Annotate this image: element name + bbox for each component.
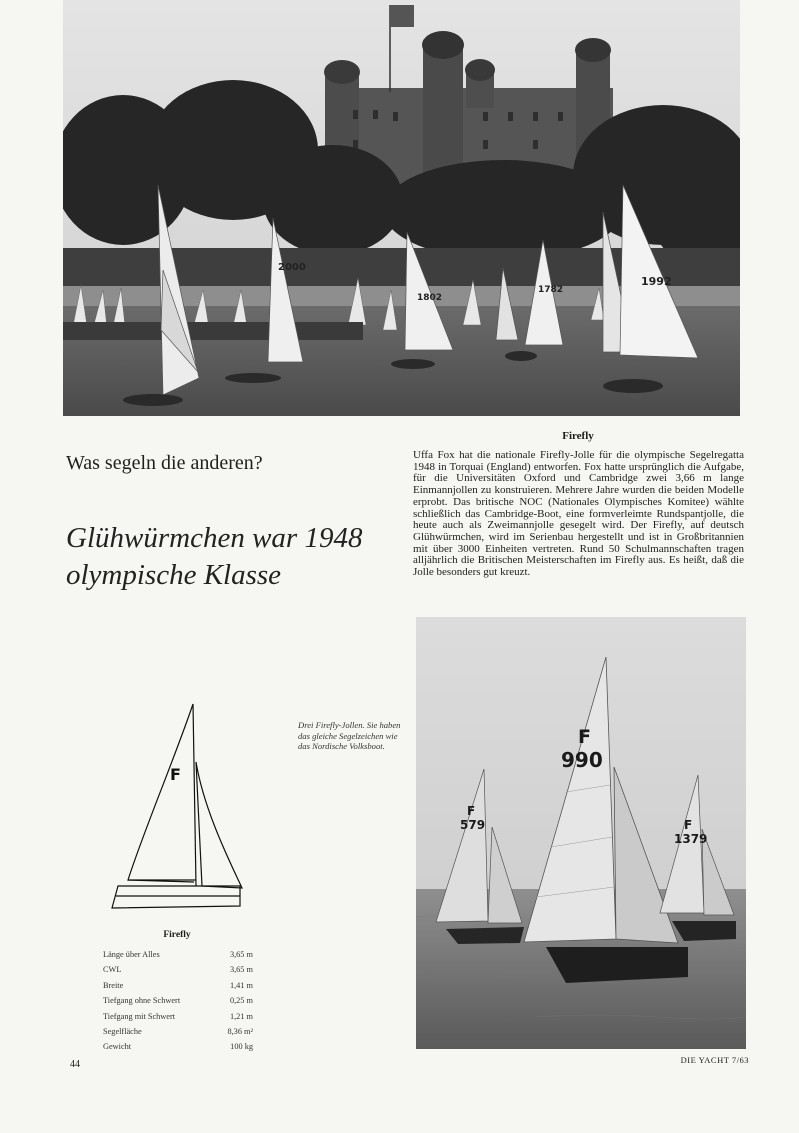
sail-letter-1379: F	[684, 818, 693, 832]
three-fireflies-photo	[416, 617, 746, 1049]
regatta-photo-graphic	[63, 0, 740, 416]
spec-value: 100 kg	[230, 1042, 253, 1052]
sail-plan-drawing	[104, 700, 250, 914]
spec-value: 1,21 m	[229, 1011, 253, 1021]
page-number: 44	[70, 1059, 80, 1070]
spec-value: 3,65 m	[229, 965, 253, 975]
article-body: Uffa Fox hat die nationale Firefly-Jolle für die olympische Segelregatta 1948 in Torquai (England) entworfen. Fox hatte ursprünglich die Aufgabe, für die Universitäten Oxford und Cambridge zwei 3,66 m lange Einmannjollen zu konstruieren. Mehrere Jahre wurden die beiden Modelle erprobt. Das britische NOC (Nationales Olympisches Komitee) wählte schließlich das Cambridge-Boot, eine formverleimte Rundspantjolle, die heute auch als Zweimannjolle gesegelt wird. Der Firefly, auf deutsch Glühwürmchen, wird im Serienbau hergestellt und ist in Großbritannien mit über 3000 Einheiten vertreten. Rund 50 Schulmannschaften tragen alljährlich die Britischen Meisterschaften im Firefly aus. Es heißt, daß die Jolle besonders gut kreuzt.	[413, 449, 744, 579]
spec-label: Gewicht	[103, 1042, 132, 1052]
sail-number-1379: 1379	[674, 832, 708, 846]
spec-label: Breite	[103, 980, 124, 990]
section-heading: Firefly	[562, 430, 594, 442]
sail-number-1782: 1782	[538, 285, 564, 295]
spec-row	[103, 1027, 253, 1042]
sail-letter-579: F	[467, 804, 476, 818]
spec-value: 8,36 m²	[227, 1026, 253, 1036]
article-headline: Glühwürmchen war 1948 olympische Klasse	[66, 522, 363, 591]
sail-letter-990: F	[578, 726, 591, 748]
spec-row	[103, 1042, 253, 1057]
sail-number-990: 990	[561, 748, 603, 772]
sail-number-579: 579	[460, 818, 486, 832]
magazine-folio: DIE YACHT 7/63	[680, 1055, 749, 1065]
spec-label: Tiefgang mit Schwert	[103, 1011, 176, 1021]
spec-row	[103, 950, 253, 965]
sail-number-2000: 2000	[278, 262, 306, 273]
spec-row	[103, 1012, 253, 1027]
sail-plan-class-letter: F	[170, 765, 181, 784]
spec-value: 3,65 m	[229, 950, 253, 959]
photo-caption: Drei Firefly-Jollen. Sie haben das gleiche Segelzeichen wie das Nordische Volksboot.	[298, 720, 401, 752]
spec-label: Segelfläche	[103, 1026, 142, 1036]
spec-value: 1,41 m	[229, 980, 253, 990]
spec-row	[103, 965, 253, 980]
article-kicker: Was segeln die anderen?	[66, 452, 263, 474]
sail-number-1802: 1802	[417, 293, 443, 303]
spec-label: Tiefgang ohne Schwert	[103, 996, 181, 1006]
spec-value: 0,25 m	[229, 996, 253, 1006]
specs-table	[103, 950, 253, 1058]
three-fireflies-graphic	[416, 617, 746, 1049]
specs-title: Firefly	[163, 930, 191, 940]
spec-row	[103, 981, 253, 996]
spec-label: Länge über Alles	[103, 950, 160, 959]
spec-row	[103, 996, 253, 1011]
regatta-photo-tower	[63, 0, 740, 416]
sail-number-1992: 1992	[641, 275, 672, 288]
spec-label: CWL	[103, 965, 122, 975]
